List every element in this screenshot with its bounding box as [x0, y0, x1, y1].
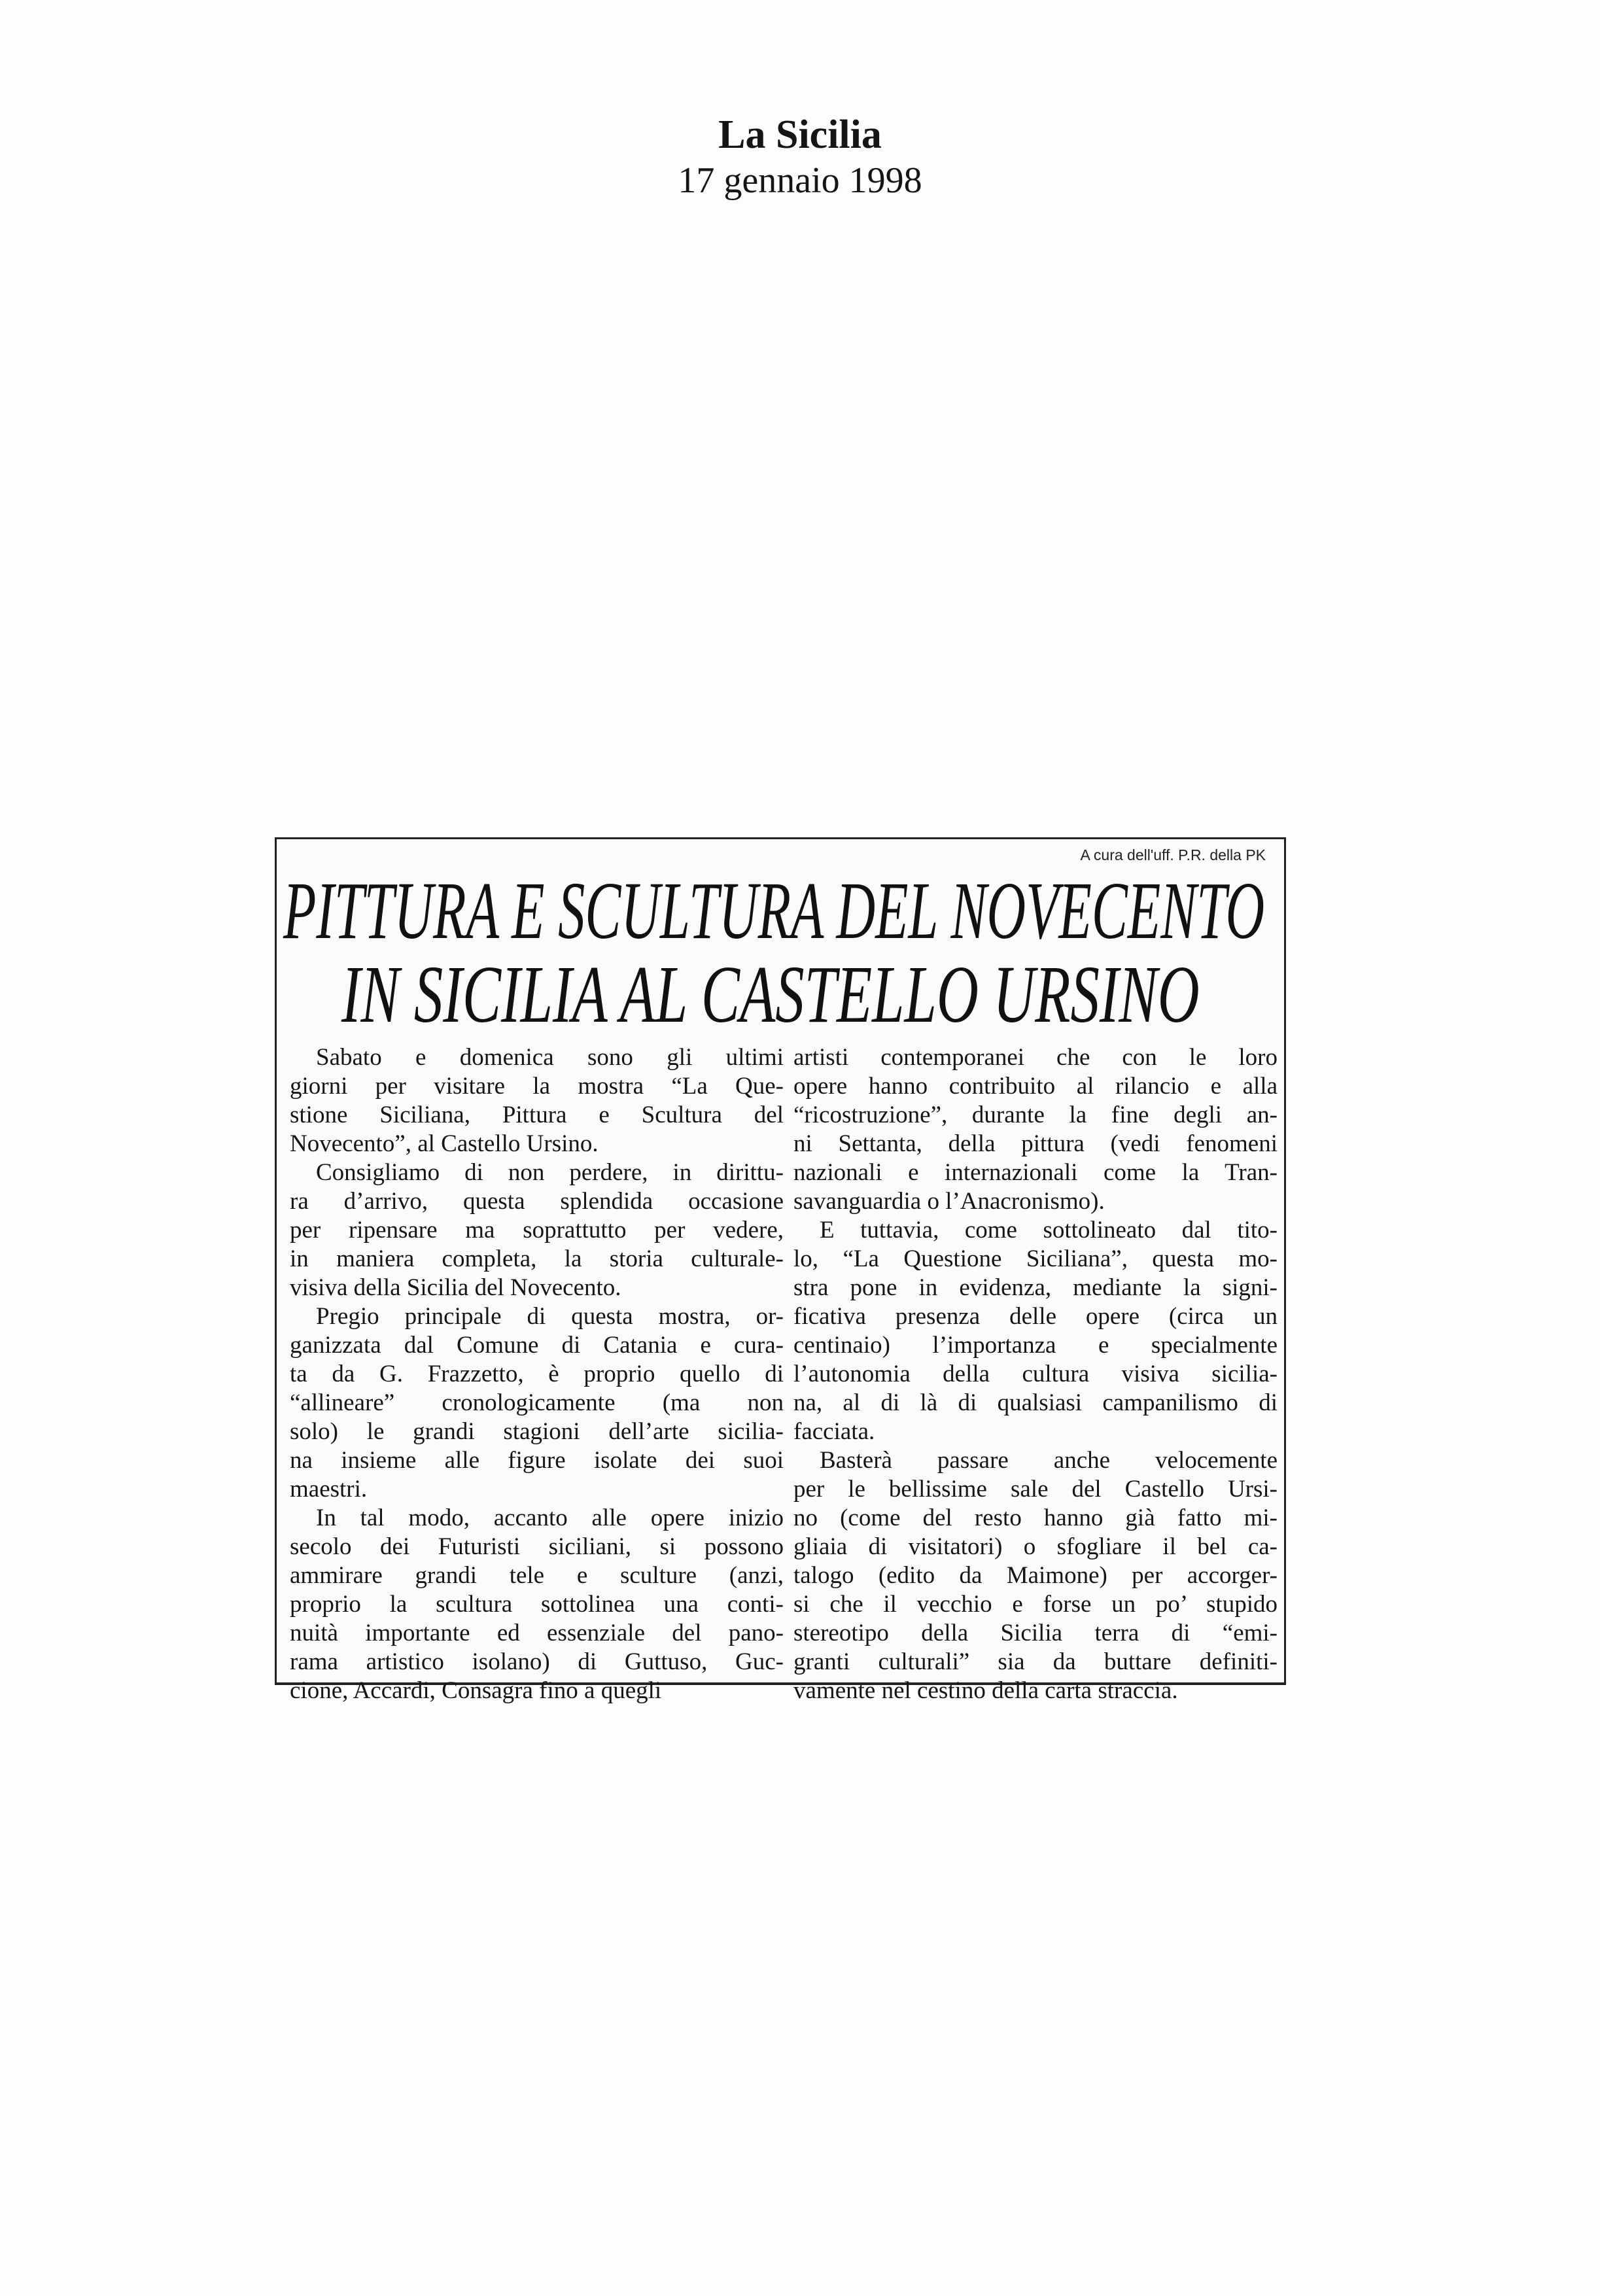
article-text-line: artisti contemporanei che con le loro: [793, 1044, 1278, 1071]
article-text-line: Sabato e domenica sono gli ultimi: [316, 1044, 784, 1071]
article-text-line: cione, Accardi, Consagra fino a quegli: [290, 1677, 662, 1704]
article-text-line: l’autonomia della cultura visiva sicilia-: [793, 1361, 1278, 1387]
article-text-line: In tal modo, accanto alle opere inizio: [316, 1505, 784, 1531]
article-text-line: vamente nel cestino della carta straccia.: [793, 1677, 1178, 1704]
article-text-line: gliaia di visitatori) o sfogliare il bel ca-: [793, 1533, 1278, 1560]
article-text-line: granti culturali” sia da buttare definiti-: [793, 1648, 1278, 1675]
credit-line: A cura dell'uff. P.R. della PK: [1080, 846, 1266, 863]
article-text-line: stra pone in evidenza, mediante la signi-: [793, 1274, 1278, 1301]
article-text-line: nazionali e internazionali come la Tran-: [793, 1159, 1278, 1186]
article-text-line: opere hanno contribuito al rilancio e alla: [793, 1073, 1278, 1100]
article-column-right: [793, 1043, 1278, 1705]
article-text-line: facciata.: [793, 1418, 875, 1445]
headline-line-1: PITTURA E SCULTURA DEL NOVECENTO: [283, 866, 1265, 956]
article-text-line: visiva della Sicilia del Novecento.: [290, 1274, 621, 1301]
article-text-line: na, al di là di qualsiasi campanilismo di: [793, 1389, 1278, 1416]
article-text-line: ficativa presenza delle opere (circa un: [793, 1303, 1278, 1330]
article-text-line: centinaio) l’importanza e specialmente: [793, 1332, 1278, 1359]
article-column-left: [290, 1043, 784, 1705]
article-text-line: ra d’arrivo, questa splendida occasione: [290, 1188, 784, 1215]
article-text-line: ni Settanta, della pittura (vedi fenomeni: [793, 1130, 1278, 1157]
article-text-line: Pregio principale di questa mostra, or-: [316, 1303, 784, 1330]
article-text-line: E tuttavia, come sottolineato dal tito-: [820, 1217, 1278, 1244]
article-text-line: savanguardia o l’Anacronismo).: [793, 1188, 1105, 1215]
article-text-line: proprio la scultura sottolinea una conti-: [290, 1591, 784, 1618]
newspaper-clipping: [275, 837, 1286, 1704]
article-text-line: si che il vecchio e forse un po’ stupido: [793, 1591, 1278, 1618]
article-text-line: ta da G. Frazzetto, è proprio quello di: [290, 1361, 784, 1387]
article-text-line: secolo dei Futuristi siciliani, si possono: [290, 1533, 784, 1560]
article-text-line: ammirare grandi tele e sculture (anzi,: [290, 1562, 784, 1589]
article-text-line: lo, “La Questione Siciliana”, questa mo-: [793, 1245, 1278, 1272]
article-text-line: solo) le grandi stagioni dell’arte sicilia-: [290, 1418, 784, 1445]
article-text-line: per le bellissime sale del Castello Ursi-: [793, 1476, 1278, 1503]
article-text-line: “ricostruzione”, durante la fine degli an-: [793, 1102, 1278, 1128]
article-text-line: Basterà passare anche velocemente: [820, 1447, 1278, 1474]
article-text-line: stereotipo della Sicilia terra di “emi-: [793, 1620, 1278, 1646]
article-text-line: ganizzata dal Comune di Catania e cura-: [290, 1332, 784, 1359]
article-text-line: stione Siciliana, Pittura e Scultura del: [290, 1102, 784, 1128]
article-text-line: talogo (edito da Maimone) per accorger-: [793, 1562, 1278, 1589]
article-text-line: giorni per visitare la mostra “La Que-: [290, 1073, 784, 1100]
article-text-line: “allineare” cronologicamente (ma non: [290, 1389, 784, 1416]
headline-line-2: IN SICILIA AL CASTELLO URSINO: [341, 950, 1200, 1040]
article-text-line: Consigliamo di non perdere, in dirittu-: [316, 1159, 784, 1186]
article-text-line: maestri.: [290, 1476, 368, 1503]
article-text-line: per ripensare ma soprattutto per vedere,: [290, 1217, 784, 1244]
article-text-line: in maniera completa, la storia culturale-: [290, 1245, 784, 1272]
article-text-line: rama artistico isolano) di Guttuso, Guc-: [290, 1648, 784, 1675]
article-text-line: nuità importante ed essenziale del pano-: [290, 1620, 784, 1646]
publication-date: 17 gennaio 1998: [678, 160, 922, 201]
newspaper-name: La Sicilia: [718, 113, 882, 157]
article-text-line: na insieme alle figure isolate dei suoi: [290, 1447, 784, 1474]
masthead: [0, 110, 1600, 201]
article-text-line: no (come del resto hanno già fatto mi-: [793, 1505, 1278, 1531]
article-text-line: Novecento”, al Castello Ursino.: [290, 1130, 599, 1157]
